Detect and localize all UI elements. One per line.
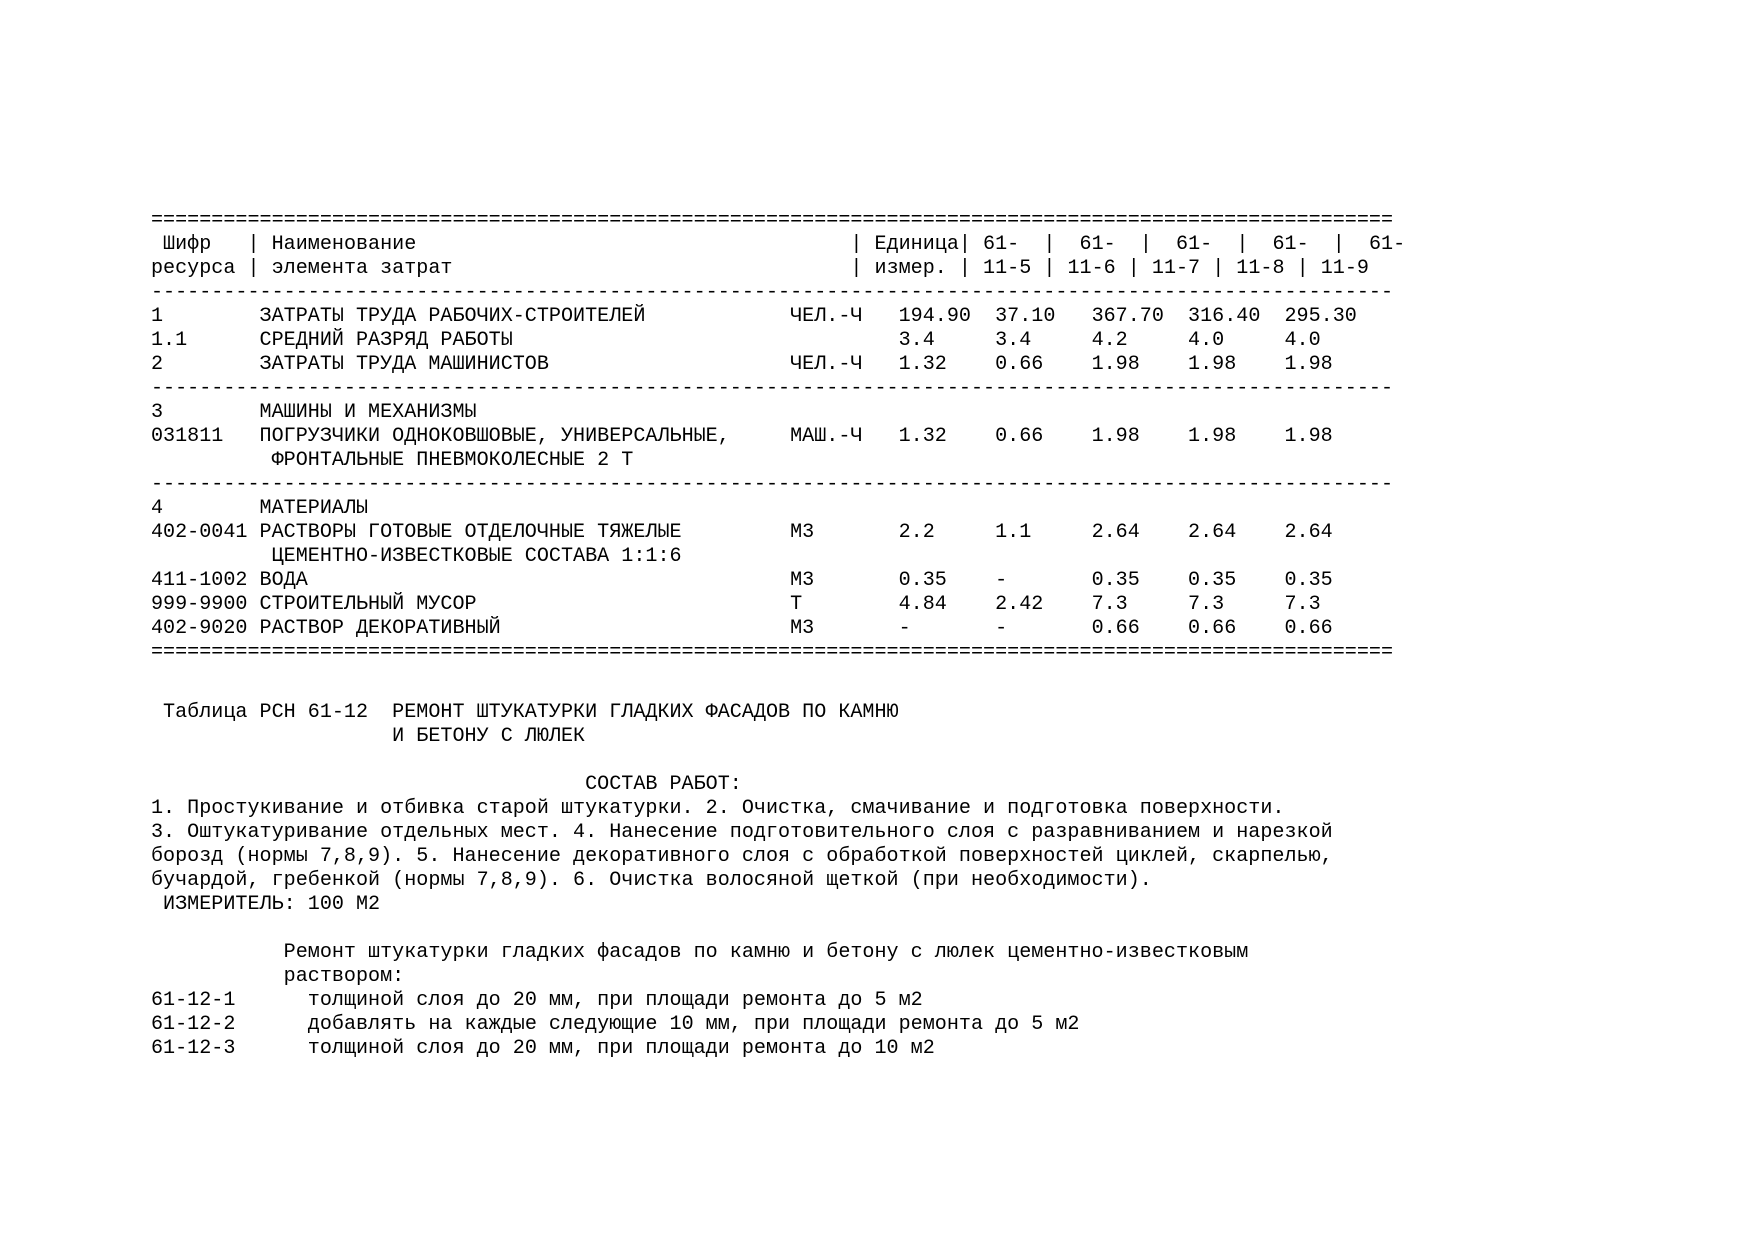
value-col-1: 2.2 <box>898 521 996 544</box>
table-row <box>151 569 1405 593</box>
table-row <box>151 329 1405 353</box>
value-col-1: 1.32 <box>898 425 996 448</box>
resource-unit <box>790 329 899 352</box>
resource-name: ЗАТРАТЫ ТРУДА МАШИНИСТОВ <box>259 353 791 376</box>
value-col-5: 295.30 <box>1284 305 1357 328</box>
resource-unit <box>790 545 899 568</box>
resource-name: ЗАТРАТЫ ТРУДА РАБОЧИХ-СТРОИТЕЛЕЙ <box>259 305 791 328</box>
value-col-2: 37.10 <box>995 305 1092 328</box>
composition-heading-text: СОСТАВ РАБОТ: <box>151 773 742 796</box>
resource-unit <box>790 497 899 520</box>
header-col-5: 61- <box>1344 233 1406 256</box>
blank-line <box>151 749 1333 773</box>
value-col-3: 2.64 <box>1091 521 1189 544</box>
value-col-4: 0.66 <box>1188 617 1285 640</box>
value-col-4: 0.35 <box>1188 569 1285 592</box>
value-col-5: 1.98 <box>1284 353 1333 376</box>
table-row <box>151 401 1405 425</box>
norm-text: добавлять на каждые следующие 10 мм, при площади ремонта до 5 м2 <box>307 1013 1080 1036</box>
resource-code: 1 <box>151 305 260 328</box>
resource-unit: М3 <box>790 521 899 544</box>
composition-text: борозд (нормы 7,8,9). 5. Нанесение декоративного слоя с обработкой поверхностей циклей, скарпелью, <box>151 845 1333 868</box>
value-col-1: 3.4 <box>898 329 996 352</box>
table-row <box>151 449 1405 473</box>
resource-name: МАТЕРИАЛЫ <box>259 497 791 520</box>
header-code: ресурса <box>151 257 248 280</box>
header-col-3: 11-7 <box>1139 257 1213 280</box>
norm-text: толщиной слоя до 20 мм, при площади ремонта до 5 м2 <box>307 989 923 1012</box>
composition-text: 1. Простукивание и отбивка старой штукатурки. 2. Очистка, смачивание и подготовка поверхности. <box>151 797 1285 820</box>
rule-line: ------------------------------------------------------------------------------------------------------- <box>151 473 1393 496</box>
blank-line <box>151 917 1333 941</box>
table-row <box>151 521 1405 545</box>
resource-code: 402-9020 <box>151 617 260 640</box>
value-col-1: 0.35 <box>898 569 996 592</box>
value-col-2: 0.66 <box>995 353 1092 376</box>
rule-double-bottom <box>151 641 1405 665</box>
value-col-2: 2.42 <box>995 593 1092 616</box>
value-col-5: 0.66 <box>1284 617 1333 640</box>
resource-table <box>151 209 1405 665</box>
resource-name: РАСТВОР ДЕКОРАТИВНЫЙ <box>259 617 791 640</box>
norm-text: толщиной слоя до 20 мм, при площади ремонта до 10 м2 <box>307 1037 935 1060</box>
value-col-5: 0.35 <box>1284 569 1333 592</box>
value-col-5: 4.0 <box>1284 329 1321 352</box>
value-col-3: 0.35 <box>1091 569 1189 592</box>
value-col-4: 316.40 <box>1188 305 1285 328</box>
resource-name: ПОГРУЗЧИКИ ОДНОКОВШОВЫЕ, УНИВЕРСАЛЬНЫЕ, <box>259 425 791 448</box>
table-description <box>151 701 1333 1061</box>
table-row <box>151 353 1405 377</box>
table-row <box>151 545 1405 569</box>
table-title <box>151 701 1333 725</box>
resource-unit: М3 <box>790 569 899 592</box>
composition-line <box>151 845 1333 869</box>
resource-name: ЦЕМЕНТНО-ИЗВЕСТКОВЫЕ СОСТАВА 1:1:6 <box>259 545 791 568</box>
header-unit: измер. <box>862 257 959 280</box>
rule-line: ------------------------------------------------------------------------------------------------------- <box>151 377 1393 400</box>
table-row <box>151 497 1405 521</box>
resource-code: 999-9900 <box>151 593 260 616</box>
value-col-3: 1.98 <box>1091 425 1189 448</box>
header-col-3: 61- <box>1151 233 1237 256</box>
rule-dashed <box>151 281 1405 305</box>
resource-code: 1.1 <box>151 329 260 352</box>
header-col-4: 61- <box>1248 233 1333 256</box>
table-row <box>151 425 1405 449</box>
resource-code: 2 <box>151 353 260 376</box>
composition-line <box>151 797 1333 821</box>
header-name: Наименование <box>259 233 851 256</box>
resource-unit: М3 <box>790 617 899 640</box>
table-title-line1: Таблица РСН 61-12 РЕМОНТ ШТУКАТУРКИ ГЛАДКИХ ФАСАДОВ ПО КАМНЮ <box>151 701 899 724</box>
header-row: ресурса | элемента затрат | измер. | 11-5 | 11-6 | 11-7 | 11-8 | 11-9 <box>151 257 1369 280</box>
intro-line <box>151 941 1333 965</box>
resource-code: 411-1002 <box>151 569 260 592</box>
resource-unit <box>790 401 899 424</box>
resource-code <box>151 545 260 568</box>
header-col-2: 61- <box>1055 233 1140 256</box>
resource-name: ВОДА <box>259 569 791 592</box>
resource-name: РАСТВОРЫ ГОТОВЫЕ ОТДЕЛОЧНЫЕ ТЯЖЕЛЫЕ <box>259 521 791 544</box>
value-col-1: 1.32 <box>898 353 996 376</box>
intro-line <box>151 965 1333 989</box>
value-col-1: - <box>898 617 996 640</box>
rule-line: ======================================================================================================= <box>151 209 1393 232</box>
resource-unit: ЧЕЛ.-Ч <box>790 353 899 376</box>
table-row <box>151 593 1405 617</box>
measure-line <box>151 893 1333 917</box>
norm-row <box>151 1013 1333 1037</box>
value-col-4: 1.98 <box>1188 353 1285 376</box>
value-col-4: 4.0 <box>1188 329 1285 352</box>
resource-code <box>151 449 260 472</box>
rule-dashed <box>151 473 1405 497</box>
measure-text: ИЗМЕРИТЕЛЬ: 100 М2 <box>151 893 381 916</box>
table-title-line2: И БЕТОНУ С ЛЮЛЕК <box>151 725 586 748</box>
resource-unit <box>790 449 899 472</box>
header-col-4: 11-8 <box>1224 257 1297 280</box>
composition-text: бучардой, гребенкой (нормы 7,8,9). 6. Очистка волосяной щеткой (при необходимости). <box>151 869 1152 892</box>
resource-name: СТРОИТЕЛЬНЫЙ МУСОР <box>259 593 791 616</box>
resource-code: 402-0041 <box>151 521 260 544</box>
header-code: Шифр <box>151 233 248 256</box>
composition-line <box>151 821 1333 845</box>
table-title <box>151 725 1333 749</box>
value-col-5: 2.64 <box>1284 521 1333 544</box>
composition-line <box>151 869 1333 893</box>
value-col-2: - <box>995 617 1092 640</box>
value-col-2: - <box>995 569 1092 592</box>
table-row <box>151 617 1405 641</box>
value-col-3: 367.70 <box>1091 305 1189 328</box>
value-col-1: 194.90 <box>898 305 996 328</box>
header-unit: Единица <box>862 233 959 256</box>
value-col-2: 0.66 <box>995 425 1092 448</box>
resource-unit: ЧЕЛ.-Ч <box>790 305 899 328</box>
norm-row <box>151 1037 1333 1061</box>
table-row <box>151 305 1405 329</box>
header-col-1: 11-5 <box>970 257 1044 280</box>
composition-text: 3. Оштукатуривание отдельных мест. 4. Нанесение подготовительного слоя с разравниванием и нарезкой <box>151 821 1333 844</box>
header-col-5: 11-9 <box>1308 257 1369 280</box>
header-row: Шифр | Наименование | Единица| 61- | 61- | 61- | 61- | 61- <box>151 233 1406 256</box>
value-col-3: 0.66 <box>1091 617 1189 640</box>
header-col-1: 61- <box>970 233 1044 256</box>
resource-name: СРЕДНИЙ РАЗРЯД РАБОТЫ <box>259 329 791 352</box>
resource-name: ФРОНТАЛЬНЫЕ ПНЕВМОКОЛЕСНЫЕ 2 Т <box>259 449 791 472</box>
resource-name: МАШИНЫ И МЕХАНИЗМЫ <box>259 401 791 424</box>
resource-unit: Т <box>790 593 899 616</box>
value-col-5: 1.98 <box>1284 425 1333 448</box>
value-col-2: 3.4 <box>995 329 1092 352</box>
value-col-2: 1.1 <box>995 521 1092 544</box>
rule-double-top <box>151 209 1405 233</box>
value-col-3: 4.2 <box>1091 329 1189 352</box>
value-col-4: 7.3 <box>1188 593 1285 616</box>
intro-text: раствором: <box>151 965 405 988</box>
resource-unit: МАШ.-Ч <box>790 425 899 448</box>
resource-code: 3 <box>151 401 260 424</box>
value-col-1: 4.84 <box>898 593 996 616</box>
rule-line: ======================================================================================================= <box>151 641 1393 664</box>
value-col-3: 7.3 <box>1091 593 1189 616</box>
value-col-5: 7.3 <box>1284 593 1321 616</box>
value-col-4: 1.98 <box>1188 425 1285 448</box>
rule-line: ------------------------------------------------------------------------------------------------------- <box>151 281 1393 304</box>
header-col-2: 11-6 <box>1055 257 1128 280</box>
norm-code: 61-12-2 <box>151 1013 308 1036</box>
norm-code: 61-12-3 <box>151 1037 308 1060</box>
intro-text: Ремонт штукатурки гладких фасадов по камню и бетону с люлек цементно-известковым <box>151 941 1249 964</box>
resource-code: 031811 <box>151 425 260 448</box>
value-col-4: 2.64 <box>1188 521 1285 544</box>
composition-heading <box>151 773 1333 797</box>
value-col-3: 1.98 <box>1091 353 1189 376</box>
norm-row <box>151 989 1333 1013</box>
rule-dashed <box>151 377 1405 401</box>
norm-code: 61-12-1 <box>151 989 308 1012</box>
header-name: элемента затрат <box>259 257 851 280</box>
resource-code: 4 <box>151 497 260 520</box>
